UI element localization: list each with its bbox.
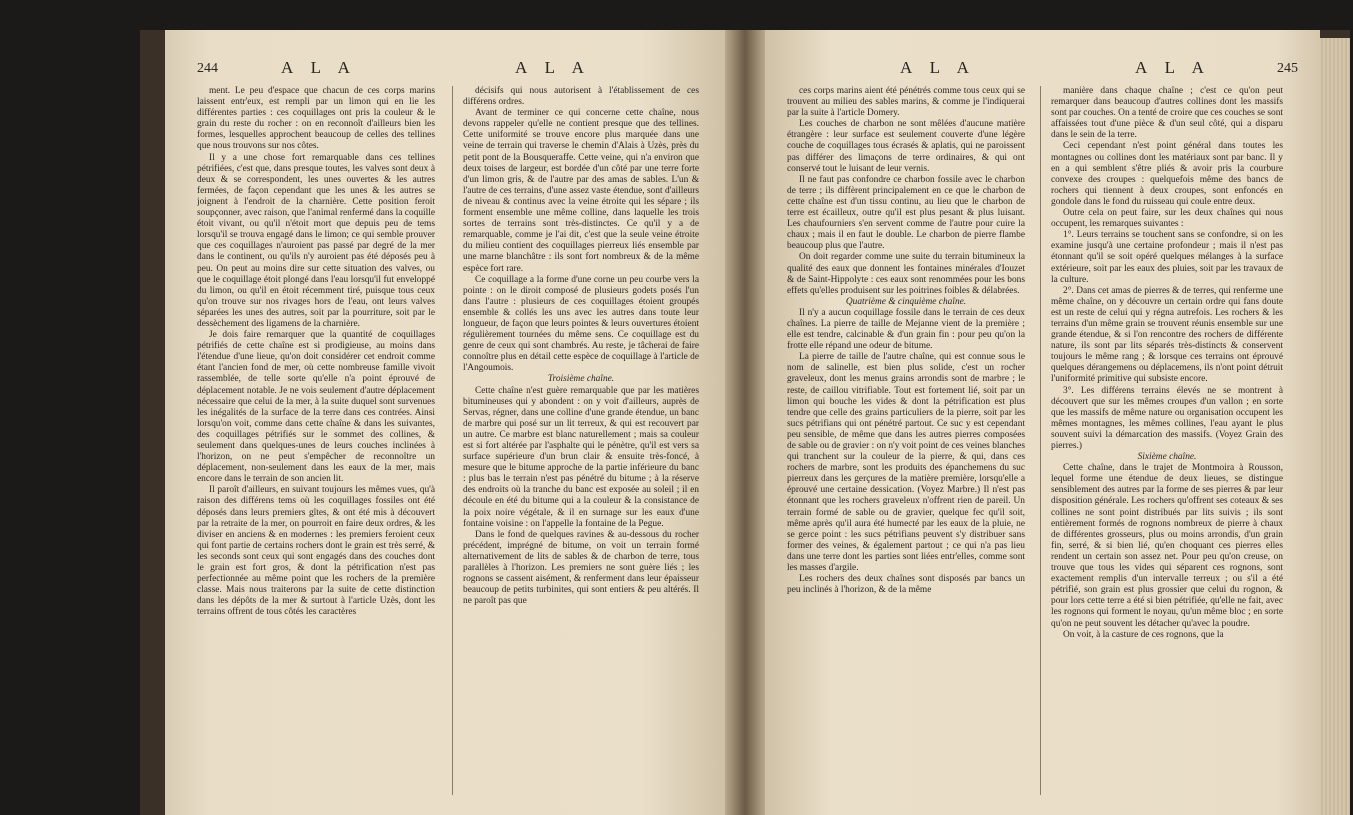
- paragraph: On doit regarder comme une suite du terrain bitumineux la qualité des eaux que donnent les fontaines minérales d'Iouzet & de Saint-Hippolyte : ces eaux sont renommées pour les bons effets qu'elles produisent sur les poitrines foibles & délabrées.: [787, 252, 1025, 296]
- paragraph: Dans le fond de quelques ravines & au-dessous du rocher précédent, imprégné de bitume, on voit un terrain formé alternativement de lits de sables & de charbon de terre, tous parallèles à l'horizon. Les premiers ne sont guère liés ; les rognons se cassent aisément, & renferment dans leur épaisseur beaucoup de petits turbinites, qui sont entiers & peu altérés. Il ne paroît pas que: [463, 529, 699, 607]
- header-left: A L A: [281, 58, 357, 77]
- paragraph: ces corps marins aient été pénétrés comme tous ceux qui se trouvent au milieu des sables marins, & comme je l'indiquerai par la suite à l'article Domery.: [787, 86, 1025, 119]
- paragraph: Il paroît d'ailleurs, en suivant toujours les mêmes vues, qu'à raison des différens tems où les coquillages fossiles ont été déposés dans leurs premiers gîtes, & ont été mis à découvert par la retraite de la mer, on pourroit en faire deux ordres, & les diviser en anciens & en modernes : les premiers feroient ceux qui font partie de certains rochers dont le grain est très serré, & les seconds sont ceux qui sont engagés dans des couches dont le grain est fort gros, & dont la pétrification n'est pas perfectionnée au même point que les rochers de la première classe. Mais nous traiterons par la suite de cette distinction dans les dépôts de la mer & surtout à l'article Uzès, dont les terrains offrent de tous côtés les caractères: [197, 485, 435, 618]
- paragraph: La pierre de taille de l'autre chaîne, qui est connue sous le nom de salinelle, est bien plus solide, c'est un rocher graveleux, dont les menus grains arrondis sont de marbre ; le reste, de caillou vitrifiable. Tout est fortement lié, soit par un limon qui bouche les vides & dont la pétrification est plus tendre que celle des grains particuliers de la pierre, soit par les sucs pétrifians qui ont pénétré partout. Ce suc y est cependant peu sensible, de même que dans les autres pierres composées de sable ou de gravier : on n'y voit point de ces veines blanches qui tranchent sur la couleur de la pierre, & qui, dans ces rochers de marbre, sont les produits des épanchemens du suc pierreux dans les gerçures de la matière première, lorsqu'elle a éprouvé une certaine dessication. (Voyez Marbre.) Il n'est pas étonnant que les rochers graveleux n'offrent rien de pareil. Un terrain formé de sable ou de gravier, quelque fec qu'il soit, même après qu'il aura été humecté par les eaux de la pluie, ne se gerce point : les sucs pétrifians peuvent s'y distribuer sans former des veines, & également partout ; ce qui n'a pas lieu dans une terre dont les parties sont liées entr'elles, comme sont les masses d'argile.: [787, 352, 1025, 574]
- paragraph: Ceci cependant n'est point général dans toutes les montagnes ou collines dont les matériaux sont par banc. Il y en a qui semblent s'être pliés & avoir pris la courbure convexe des croupes : quelquefois même des bancs de rochers qui tiennent à deux croupes, sont enfoncés en gondole dans le fond du ruisseau qui coule entre deux.: [1051, 141, 1283, 207]
- header-left: A L A: [900, 58, 976, 77]
- book-gutter: [725, 30, 765, 815]
- paragraph: Il n'y a aucun coquillage fossile dans le terrain de ces deux chaînes. La pierre de taille de Mejanne vient de la première ; elle est tendre, calcinable & d'un grain fin : pour peu qu'on la frotte elle répand une odeur de bitume.: [787, 307, 1025, 352]
- paragraph: manière dans chaque chaîne ; c'est ce qu'on peut remarquer dans beaucoup d'autres collines dont les massifs sont par couches. On a tenté de croire que ces couches se sont affaissées tout d'une pièce & d'un seul côté, qui a disparu dans le sein de la terre.: [1051, 86, 1283, 141]
- section-heading: Sixième chaîne.: [1137, 452, 1197, 463]
- paragraph: Il ne faut pas confondre ce charbon fossile avec le charbon de terre ; ils diffèrent principalement en ce que le charbon de cette chaîne est d'un tissu continu, au lieu que le charbon de terre est écailleux, outre qu'il est plus pesant & plus luisant. Les chaufourniers s'en servent comme de l'autre pour cuire la chaux ; mais il en faut le double. Le charbon de pierre flambe beaucoup plus que l'autre.: [787, 174, 1025, 252]
- section-heading: Quatrième & cinquième chaîne.: [845, 296, 967, 307]
- paragraph: ment. Le peu d'espace que chacun de ces corps marins laissent entr'eux, est rempli par un limon qui en lie les différentes parties : ces coquillages ont pris la couleur & le grain du reste du rocher : on en reconnoît d'ailleurs bien les formes, lesquelles approchent beaucoup de celles des tellines que nous trouvons sur nos côtes.: [197, 86, 435, 152]
- paragraph: 1°. Leurs terrains se touchent sans se confondre, si on les examine jusqu'à une certaine profondeur ; mais il n'est pas étonnant qu'il se soit opéré quelques mélanges à la surface extérieure, soit par les eaux des pluies, soit par les travaux de la culture.: [1051, 230, 1283, 285]
- left-page: [165, 30, 725, 815]
- column-2: [1051, 86, 1283, 795]
- page-edges: [1320, 38, 1350, 815]
- paragraph: 3°. Les différens terrains élevés ne se montrent à découvert que sur les mêmes croupes d'un vallon ; en sorte que les massifs de même nature ou organisation occupent les mêmes montagnes, les mêmes collines, l'eau ayant le plus souvent suivi la démarcation des massifs. (Voyez Grain des pierres.): [1051, 385, 1283, 451]
- paragraph: Cette chaîne, dans le trajet de Montmoira à Rousson, lequel forme une étendue de deux lieues, se distingue sensiblement des autres par la forme de ses pierres & par leur disposition générale. Les rochers qu'offrent ses coteaux & ses collines ne sont point distribués par lits suivis ; ils sont entièrement formés de rognons nombreux de pierre à chaux de différentes grosseurs, plus ou moins arrondis, d'un grain fin, serré, & si bien lié, qu'en choquant ces pierres elles rendent un certain son assez net. Pour peu qu'on creuse, on trouve que tous les vides qui séparent ces rognons, sont exactement remplis d'un intervalle terreux ; ou s'il a été pétrifié, son grain est plus grossier que celui du rognon, & pour lors cette terre a été si bien pétrifiée, qu'elle ne fait, avec les rognons qui forment le noyau, qu'un même bloc ; en sorte qu'on ne peut souvent les détacher qu'avec la poudre.: [1051, 463, 1283, 629]
- paragraph: 2°. Dans cet amas de pierres & de terres, qui renferme une même chaîne, on y découvre un certain ordre qui fans doute est un reste de celui qui y régna autrefois. Les rochers & les terrains d'un même grain se trouvent réunis ensemble sur une grande étendue, & si l'on rencontre des rochers de différente nature, ils sont par lits séparés très-distincts & conservent toujours le même rang ; & lorsque ces terrains ont éprouvé quelques dérangemens ou déplacemens, ils n'ont point détruit l'uniformité primitive qui subsiste encore.: [1051, 285, 1283, 385]
- paragraph: Ce coquillage a la forme d'une corne un peu courbe vers la pointe : on le diroit composé de plusieurs godets posés l'un dans l'autre : plusieurs de ces coquillages étoient groupés ensemble & collés les uns avec les autres dans toute leur longueur, de façon que leurs pointes & leurs ouvertures étoient régulièrement tournées du même sens. Ce coquillage est du genre de ceux qui sont chambrés. Au reste, je tâcherai de faire connoître plus en détail cette espèce de coquillage à l'article de l'Angoumois.: [463, 274, 699, 374]
- paragraph: Outre cela on peut faire, sur les deux chaînes qui nous occupent, les remarques suivantes :: [1051, 208, 1283, 230]
- paragraph: On voit, à la casture de ces rognons, que la: [1063, 629, 1224, 640]
- page-number: 244: [197, 61, 218, 76]
- open-book: [140, 30, 1350, 815]
- paragraph: Cette chaîne n'est guère remarquable que par les matières bitumineuses qui y abondent : on y voit d'ailleurs, auprès de Servas, régner, dans une colline d'une grande étendue, un banc de marbre qui posé sur un lit terreux, & qui est recouvert par un autre. Ce marbre est blanc naturellement ; mais sa couleur est si fort altérée par l'asphalte qui le pénètre, qu'il est vers sa surface supérieure d'un brun clair & ensuite très-foncé, à mesure que le bitume approche de la partie inférieure du banc : plus bas le terrain n'est pas pénétré du bitume ; à la réserve des endroits où la tranche du banc est exposée au soleil ; il en découle en été du bitume qui a la couleur & la consistance de la poix noire végétale, & il en surnage sur les eaux d'une fontaine voisine : on l'appelle la fontaine de la Pegue.: [463, 385, 699, 529]
- running-head: [765, 58, 1320, 80]
- page-number: 245: [1277, 61, 1298, 76]
- paragraph: Les rochers des deux chaînes sont disposés par bancs un peu inclinés à l'horizon, & de la même: [787, 574, 1025, 596]
- column-rule: [1040, 86, 1041, 795]
- paragraph: Il y a une chose fort remarquable dans ces tellines pétrifiées, c'est que, dans presque toutes, les valves sont deux à deux & se correspondent, les unes ouvertes & les autres fermées, de façon cependant que les unes & les autres se joignent à l'endroit de la charnière. Cette position feroit soupçonner, avec raison, que l'animal renfermé dans la coquille étoit vivant, ou qu'il n'étoit mort que depuis peu de tems lorsqu'il se trouva engagé dans le limon; ce qui semble prouver que ces coquillages n'auroient pas passé par degré de la mer dans le continent, ou qu'ils n'y auroient pas été déposés peu à peu. On peut au moins dire sur cette situation des valves, ou que le coquillage étoit plongé dans l'eau lorsqu'il fut enveloppé du limon, ou qu'il en étoit récemment tiré, puisque tous ceux qu'on trouve sur nos rivages hors de l'eau, ont leurs valves séparées les unes des autres, soit par la pourriture, soit par le dessèchement des ligamens de la charnière.: [197, 152, 435, 329]
- paragraph: Les couches de charbon ne sont mêlées d'aucune matière étrangère : leur surface est seulement couverte d'une légère couche de coquillages tous écrasés & aplatis, qui ne paroissent pas différer des limaçons de terre ordinaires, & qui ont conservé tout le luisant de leur vernis.: [787, 119, 1025, 174]
- column-1: [787, 86, 1025, 795]
- section-heading: Troisième chaîne.: [547, 374, 615, 385]
- paragraph: Avant de terminer ce qui concerne cette chaîne, nous devons rappeler qu'elle ne contient presque que des tellines. Cette uniformité se trouve encore plus marquée dans une veine de terrain qui traverse le chemin d'Alais à Uzès, près du petit pont de la Bousqueraffe. Cette veine, qui n'a environ que deux toises de largeur, est bordée d'un côté par une terre forte d'un limon gris, & de l'autre par des amas de sables. L'un & l'autre de ces terrains, d'une assez vaste étendue, sont d'ailleurs de niveau & continus avec la veine étroite qui les sépare ; ils forment ensemble une même colline, dans laquelle les trois sortes de terrains sont très-distinctes. Ce qu'il y a de remarquable, comme je l'ai dit, c'est que la seule veine étroite du milieu contient des coquillages pierreux liés ensemble par une marne blanchâtre : ils sont fort nombreux & de la même espèce fort rare.: [463, 108, 699, 274]
- paragraph: Je dois faire remarquer que la quantité de coquillages pétrifiés de cette chaîne est si prodigieuse, au moins dans l'étendue d'une lieue, qu'on doit considérer cet endroit comme étant l'ancien fond de mer, où cette nombreuse famille vivoit rassemblée, de telle sorte qu'elle n'a point éprouvé de déplacement notable. Je ne vois seulement d'autre déplacement nécessaire que celui de la mer, à la suite duquel sont survenues les inégalités de la surface de la terre dans ces contrées. Ainsi lorsqu'on voit, comme dans cette chaîne & dans les suivantes, des coquillages pétrifiés sur le sommet des collines, & seulement dans quelques-unes de leurs couches inclinées à l'horizon, on ne peut s'empêcher de reconnoître un déplacement, non-seulement dans les eaux de la mer, mais encore dans le terrain de son ancien lit.: [197, 330, 435, 485]
- right-page: [765, 30, 1320, 815]
- header-right: A L A: [515, 58, 591, 77]
- running-head: [165, 58, 725, 80]
- column-rule: [452, 86, 453, 795]
- header-right: A L A: [1135, 58, 1211, 77]
- column-1: [197, 86, 435, 795]
- paragraph: décisifs qui nous autorisent à l'établissement de ces différens ordres.: [463, 86, 699, 108]
- column-2: [463, 86, 699, 795]
